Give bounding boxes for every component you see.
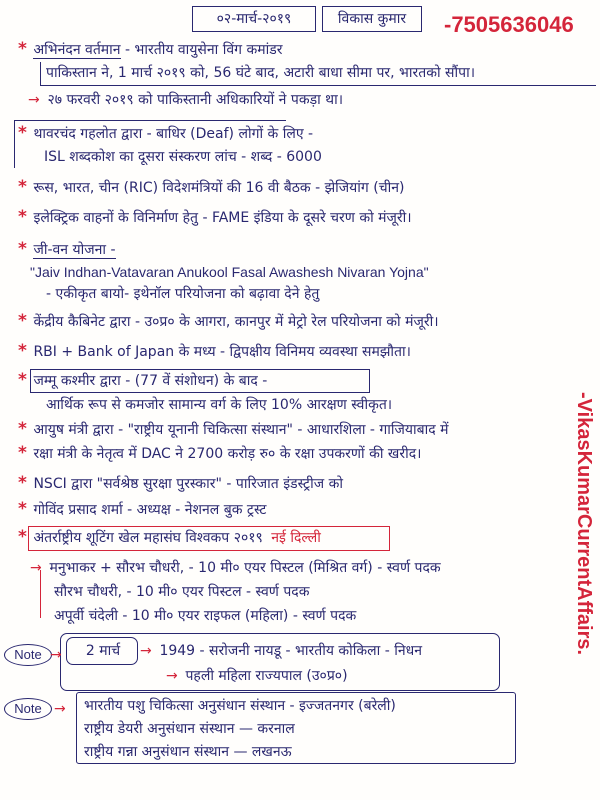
result-winner: मनुभाकर + सौरभ चौधरी, - 10 मी० एयर पिस्टल (मिश्रित वर्ग) - — [49, 560, 383, 576]
entry-ric — [18, 178, 593, 199]
nsci-text: NSCI द्वारा "सर्वश्रेष्ठ सुरक्षा पुरस्कार" - पारिजात इंडस्ट्रीज को — [33, 476, 343, 492]
asterisk-icon — [18, 500, 29, 518]
asterisk-icon — [18, 444, 29, 462]
jivan-purpose: - एकीकृत बायो- इथेनॉल परियोजना को बढ़ावा देने हेतु — [46, 286, 320, 302]
header-date: ०२-मार्च-२०१९ — [216, 11, 292, 27]
entry-fame — [18, 208, 593, 229]
shooting-result-row — [54, 582, 554, 603]
note2-institute: राष्ट्रीय डेयरी अनुसंधान संस्थान — करनाल — [84, 721, 295, 737]
asterisk-icon — [18, 528, 29, 546]
entry-ayush — [18, 420, 563, 441]
jivan-title: जी-वन योजना - — [33, 242, 116, 258]
note1-label: Note — [4, 644, 52, 666]
entry-dac — [18, 444, 563, 465]
right-arrow-icon — [50, 645, 65, 665]
note1-date: 2 मार्च — [85, 643, 121, 659]
dac-text: रक्षा मंत्री के नेतृत्व में DAC ने 2700 करोड़ रु० के रक्षा उपकरणों की खरीद। — [33, 446, 422, 462]
entry-nsci — [18, 474, 563, 495]
result-medal: स्वर्ण पदक — [255, 584, 310, 600]
shooting-venue: नई दिल्ली — [271, 530, 321, 546]
note1-line1: 1949 - सरोजनी नायडू - भारतीय कोकिला - निधन — [159, 643, 423, 659]
entry-abhinandan-captured — [28, 90, 593, 111]
note2-institute: राष्ट्रीय गन्ना अनुसंधान संस्थान — लखनऊ — [84, 744, 292, 760]
note1-entry2 — [166, 666, 556, 687]
result-winner: सौरभ चौधरी, - 10 मी० एयर पिस्टल - — [54, 584, 252, 600]
asterisk-icon — [18, 240, 29, 258]
asterisk-icon — [18, 312, 29, 330]
entry-jk — [18, 371, 418, 392]
rbi-text: RBI + Bank of Japan के मध्य - द्विपक्षीय विनिमय व्यवस्था समझौता। — [33, 344, 411, 360]
shooting-result-row — [54, 606, 554, 627]
isl-line1: थावरचंद गहलोत द्वारा - बाधिर (Deaf) लोगों के लिए - — [33, 126, 314, 142]
jivan-full-name: "Jaiv Indhan-Vatavaran Anukool Fasal Awashesh Nivaran Yojna" — [30, 264, 429, 280]
asterisk-icon — [18, 40, 29, 58]
result-winner: अपूर्वी चंदेली - 10 मी० एयर राइफल (महिला) - — [54, 608, 298, 624]
note2-label: Note — [4, 698, 52, 720]
jk-line2: आर्थिक रूप से कमजोर सामान्य वर्ग के लिए 10% आरक्षण स्वीकृत। — [46, 397, 393, 413]
asterisk-icon — [18, 178, 29, 196]
asterisk-icon — [18, 342, 29, 360]
shooting-result-row — [30, 558, 560, 579]
abhinandan-name: अभिनंदन वर्तमान — [33, 42, 121, 58]
result-medal: स्वर्ण पदक — [302, 608, 357, 624]
header-phone: -7505636046 — [444, 12, 574, 37]
entry-isl — [18, 124, 588, 145]
right-arrow-icon — [54, 699, 69, 719]
asterisk-icon — [18, 474, 29, 492]
shooting-event: अंतर्राष्ट्रीय शूटिंग खेल महासंघ विश्वकप २०१९ — [33, 530, 263, 546]
right-arrow-icon — [166, 666, 181, 686]
entry-abhinandan — [18, 40, 588, 61]
ayush-text: आयुष मंत्री द्वारा - "राष्ट्रीय यूनानी चिकित्सा संस्थान" - आधारशिला - गाजियाबाद में — [33, 422, 449, 438]
entry-jivan — [18, 240, 318, 261]
metro-text: केंद्रीय कैबिनेट द्वारा - उ०प्र० के आगरा, कानपुर में मेट्रो रेल परियोजना को मंजूरी। — [33, 314, 439, 330]
note2-arrow — [54, 699, 72, 720]
asterisk-icon — [18, 420, 29, 438]
entry-nbt — [18, 500, 563, 521]
entry-metro — [18, 312, 594, 333]
note1-entry — [140, 641, 560, 662]
fame-text: इलेक्ट्रिक वाहनों के विनिर्माण हेतु - FAME इंडिया के दूसरे चरण को मंजूरी। — [33, 210, 412, 226]
ric-text: रूस, भारत, चीन (RIC) विदेशमंत्रियों की 16 वी बैठक - झेजियांग (चीन) — [33, 180, 405, 196]
result-medal: स्वर्ण पदक — [386, 560, 441, 576]
abhinandan-captured: २७ फरवरी २०१९ को पाकिस्तानी अधिकारियों ने पकड़ा था। — [47, 92, 344, 108]
right-arrow-icon — [140, 641, 155, 661]
asterisk-icon — [18, 208, 29, 226]
note2-institute: भारतीय पशु चिकित्सा अनुसंधान संस्थान - इज्जतनगर (बरेली) — [84, 698, 396, 714]
right-arrow-icon — [30, 558, 45, 578]
side-watermark: -VikasKumarCurrentAffairs. — [573, 392, 595, 656]
entry-shooting — [18, 528, 558, 549]
right-arrow-icon — [28, 90, 43, 110]
abhinandan-released: पाकिस्तान ने, 1 मार्च २०१९ को, 56 घंटे बाद, अटारी बाधा सीमा पर, भारतको सौंपा। — [46, 65, 476, 81]
asterisk-icon — [18, 371, 29, 389]
abhinandan-role: - भारतीय वायुसेना विंग कमांडर — [125, 42, 283, 58]
entry-rbi — [18, 342, 578, 363]
asterisk-icon — [18, 124, 29, 142]
nbt-text: गोविंद प्रसाद शर्मा - अध्यक्ष - नेशनल बुक ट्रस्ट — [33, 502, 267, 518]
note1-arrow — [50, 645, 66, 666]
header-name: विकास कुमार — [337, 11, 407, 27]
jk-line1: जम्मू कश्मीर द्वारा - (77 वें संशोधन) के बाद - — [33, 373, 268, 389]
isl-line2: ISL शब्दकोश का दूसरा संस्करण लांच - शब्द - 6000 — [44, 149, 322, 165]
note1-line2: पहली महिला राज्यपाल (उ०प्र०) — [185, 668, 348, 684]
